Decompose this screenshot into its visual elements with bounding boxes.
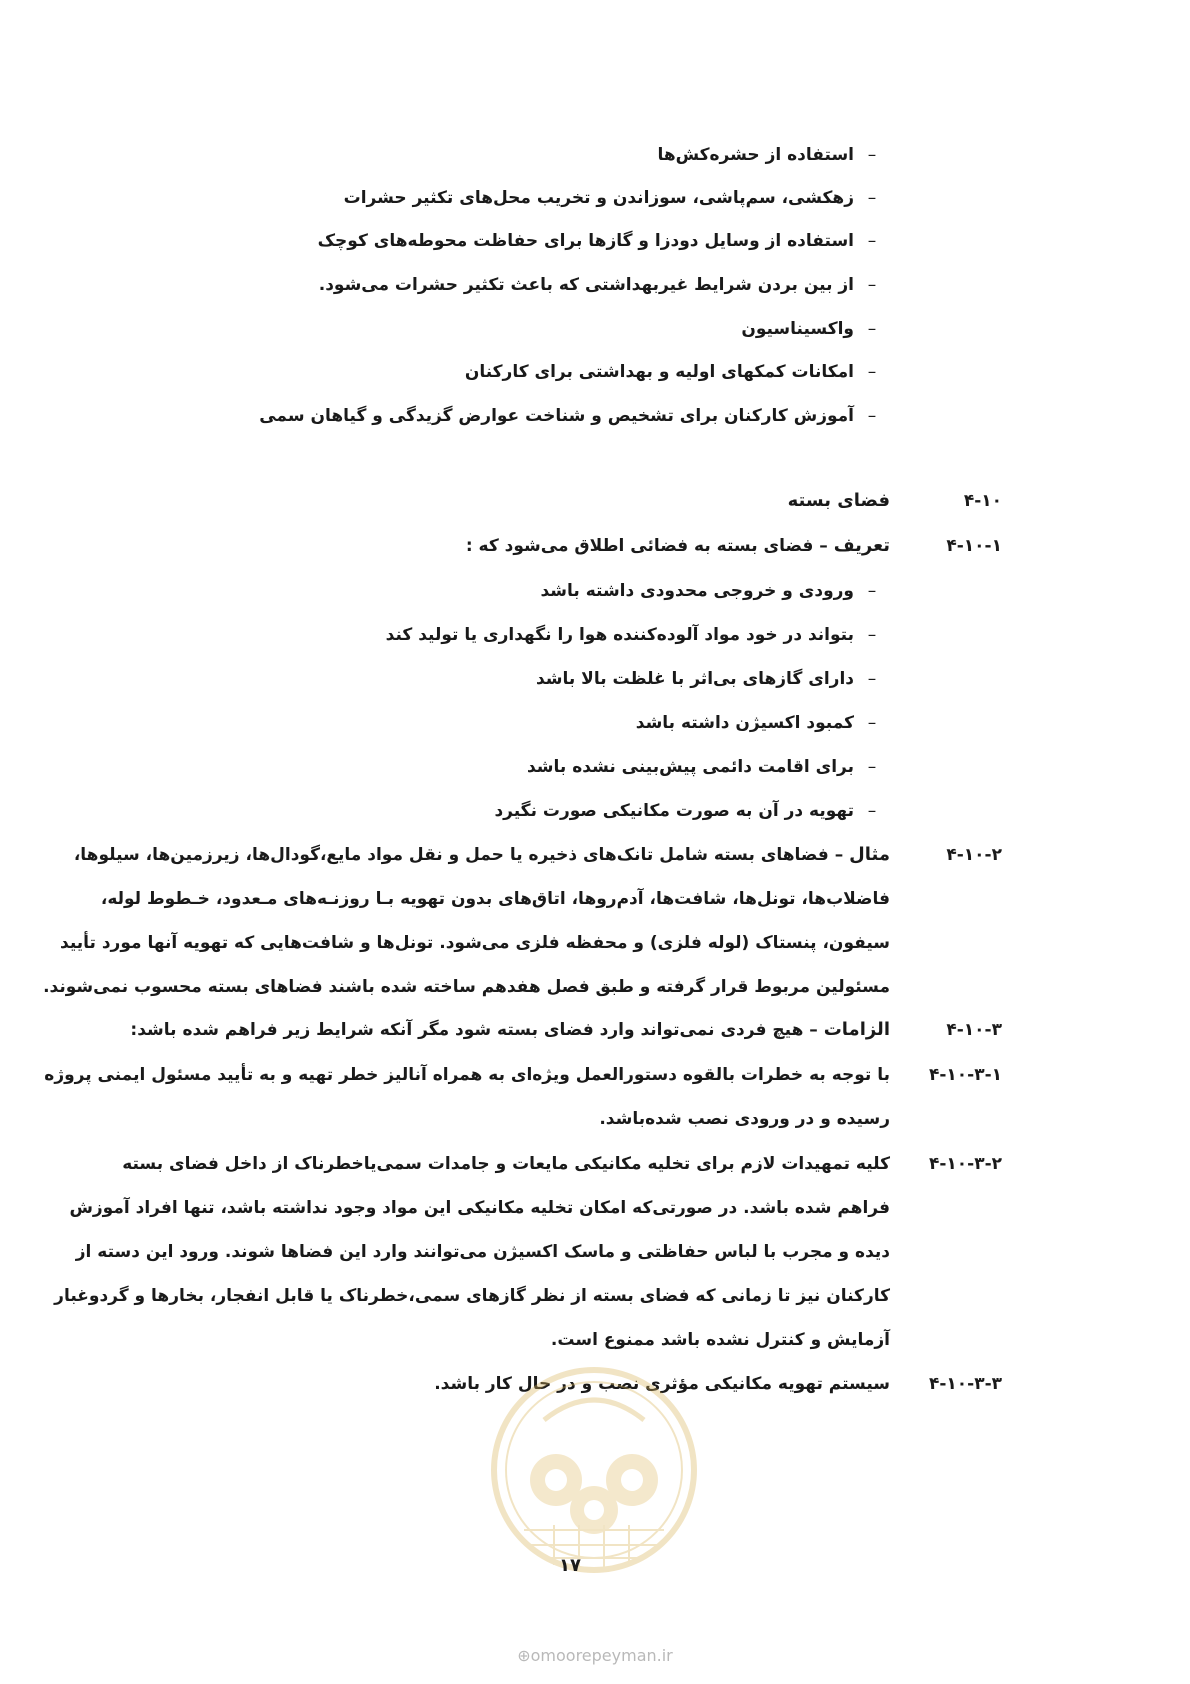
page-number: ۱۷ [559, 1555, 581, 1576]
req-item-line: آزمایش و کنترل نشده باشد ممنوع است. [550, 1330, 890, 1350]
requirements-term: الزامات [823, 1019, 890, 1040]
example-term: مثال [849, 844, 890, 865]
bullet-item: – برای اقامت دائمی پیش‌بینی نشده باشد [527, 754, 890, 780]
definition-number: ۴-۱۰-۱ [946, 536, 1002, 556]
requirements-text: – هیچ فردی نمی‌تواند وارد فضای بسته شود مگر آنکه شرایط زیر فراهم شده باشد: [130, 1020, 818, 1040]
example-line: سیفون، پنستاک (لوله فلزی) و محفظه فلزی می‌شود. تونل‌ها و شافت‌هایی که تهویه آنها مورد تأیید [60, 933, 890, 953]
definition-text: – فضای بسته به فضائی اطلاق می‌شود که : [465, 536, 828, 556]
bullet-item: – زهکشی، سم‌پاشی، سوزاندن و تخریب محل‌های تکثیر حشرات [344, 185, 890, 211]
example-text: – فضاهای بسته شامل تانک‌های ذخیره یا حمل و نقل مواد مایع،گودال‌ها، زیرزمین‌ها، سیلوها، [73, 845, 844, 865]
req-item-line: سیستم تهویه مکانیکی مؤثری نصب و در حال کار باشد. [434, 1374, 890, 1394]
watermark-url-text: omoorepeyman.ir [530, 1646, 673, 1665]
req-item-line: با توجه به خطرات بالقوه دستورالعمل ویژه‌ای به همراه آنالیز خطر تهیه و به تأیید مسئول ایمنی پروژه [44, 1065, 890, 1085]
req-item-number: ۴-۱۰-۳-۲ [928, 1154, 1002, 1174]
watermark-logo [484, 1360, 704, 1580]
req-item-line: کلیه تمهیدات لازم برای تخلیه مکانیکی مایعات و جامدات سمی‌یاخطرناک از داخل فضای بسته [122, 1154, 890, 1174]
bullet-item: – دارای گازهای بی‌اثر با غلظت بالا باشد [536, 666, 890, 692]
bullet-item: – کمبود اکسیژن داشته باشد [636, 710, 890, 736]
bullet-item: – آموزش کارکنان برای تشخیص و شناخت عوارض گزیدگی و گیاهان سمی [259, 403, 890, 429]
example-line [73, 842, 890, 868]
globe-icon: ⊕ [517, 1646, 531, 1665]
watermark-url [0, 1646, 1190, 1665]
req-item-number: ۴-۱۰-۳-۱ [928, 1065, 1002, 1085]
definition-term: تعریف [833, 535, 890, 556]
bullet-item: – استفاده از وسایل دودزا و گازها برای حفاظت محوطه‌های کوچک [318, 228, 890, 254]
req-item-line: فراهم شده باشد. در صورتی‌که امکان تخلیه مکانیکی این مواد وجود نداشته باشد، تنها افراد آموزش [69, 1198, 890, 1218]
req-item-line: کارکنان نیز تا زمانی که فضای بسته از نظر گازهای سمی،خطرناک یا قابل انفجار، بخارها و گردوغبار [54, 1286, 890, 1306]
definition-line [466, 533, 890, 559]
req-item-line: رسیده و در ورودی نصب شده‌باشد. [599, 1109, 890, 1129]
bullet-item: – واکسیناسیون [741, 316, 890, 342]
bullet-item: – امکانات کمکهای اولیه و بهداشتی برای کارکنان [465, 359, 890, 385]
example-line: مسئولین مربوط قرار گرفته و طبق فصل هفدهم ساخته شده باشند فضاهای بسته محسوب نمی‌شوند. [43, 977, 890, 997]
section-number: ۴-۱۰ [963, 491, 1002, 511]
bullet-item: – تهویه در آن به صورت مکانیکی صورت نگیرد [494, 798, 890, 824]
req-item-line: دیده و مجرب با لباس حفاظتی و ماسک اکسیژن می‌توانند وارد این فضاها شوند. ورود این دسته از [75, 1242, 890, 1262]
requirements-number: ۴-۱۰-۳ [946, 1020, 1002, 1040]
bullet-item: – ورودی و خروجی محدودی داشته باشد [540, 578, 890, 604]
requirements-line [130, 1017, 890, 1043]
bullet-item: – بتواند در خود مواد آلوده‌کننده هوا را نگهداری یا تولید کند [386, 622, 890, 648]
section-title: فضای بسته [787, 490, 890, 511]
bullet-item: – از بین بردن شرایط غیربهداشتی که باعث تکثیر حشرات می‌شود. [319, 272, 890, 298]
req-item-number: ۴-۱۰-۳-۳ [928, 1374, 1002, 1394]
example-line: فاضلاب‌ها، تونل‌ها، شافت‌ها، آدم‌روها، اتاق‌های بدون تهویه بـا روزنـه‌های مـعدود، خـطوط لوله، [100, 889, 890, 909]
bullet-item: – استفاده از حشره‌کش‌ها [657, 142, 890, 168]
example-number: ۴-۱۰-۲ [946, 845, 1002, 865]
